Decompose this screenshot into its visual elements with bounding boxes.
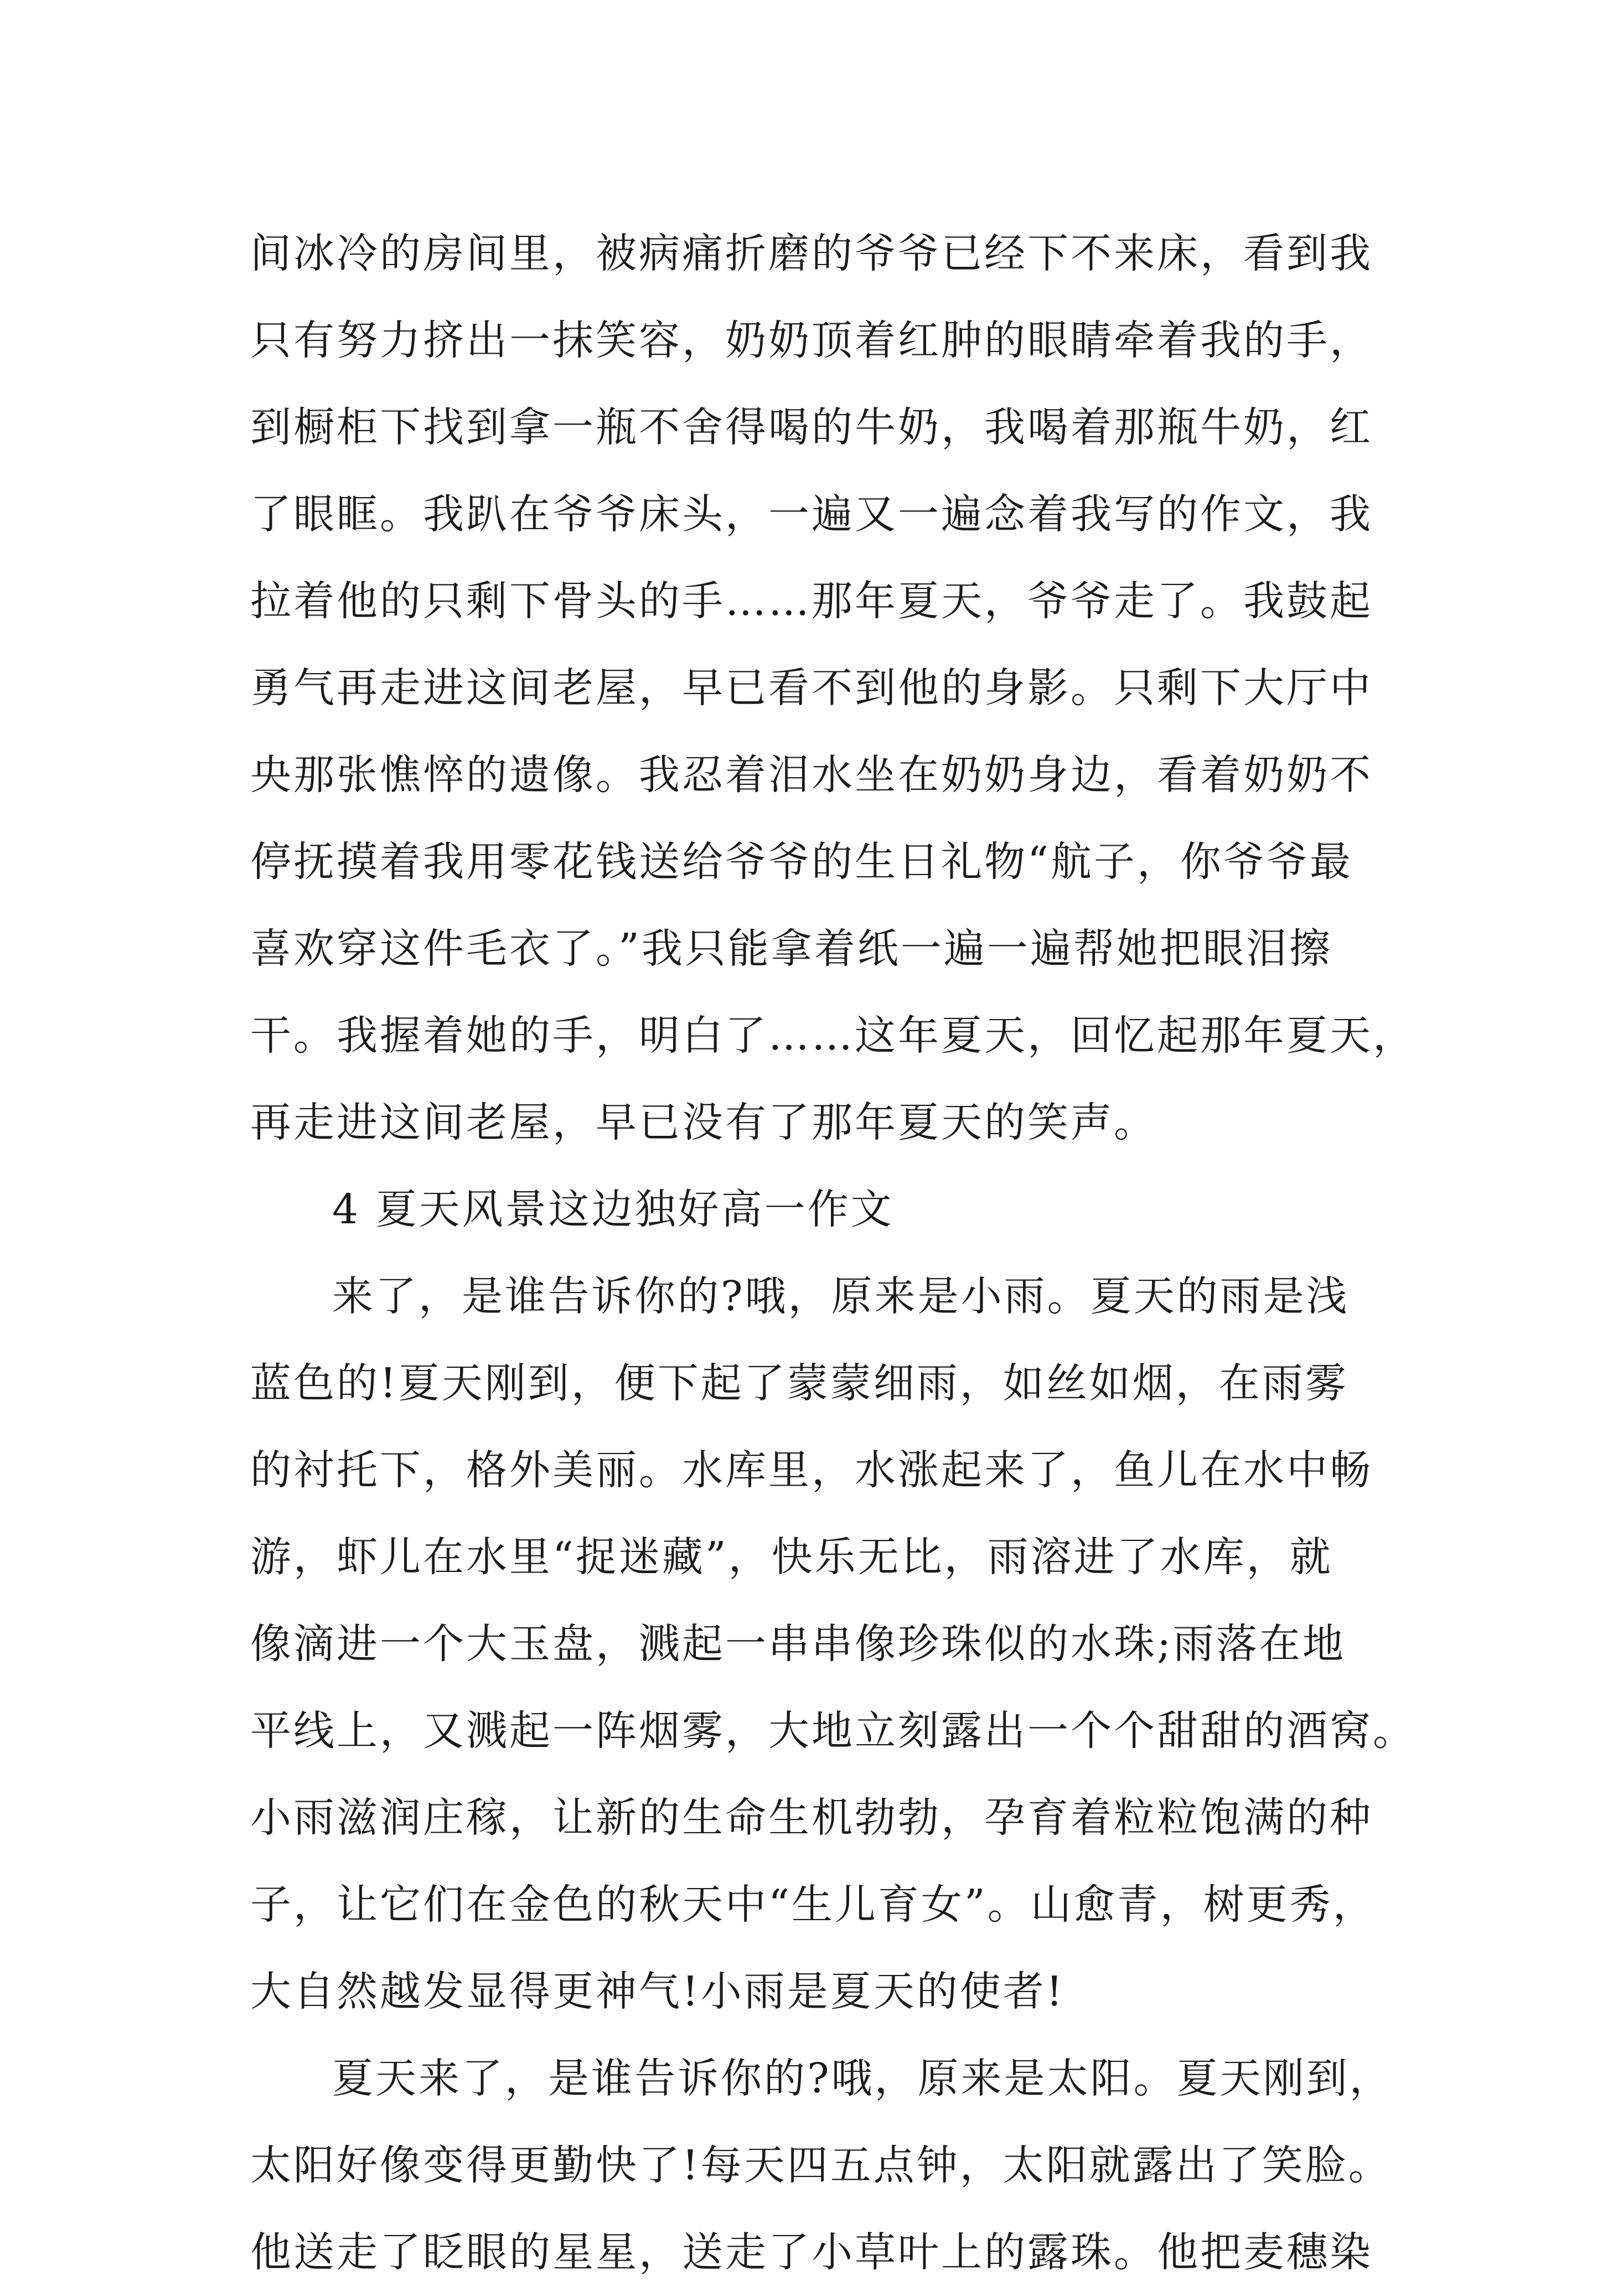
text-line: 央那张憔悴的遗像。我忍着泪水坐在奶奶身边，看着奶奶不 bbox=[250, 751, 1373, 799]
text-line: 只有努力挤出一抹笑容，奶奶顶着红肿的眼睛牵着我的手， bbox=[250, 317, 1373, 364]
text-line: 再走进这间老屋，早已没有了那年夏天的笑声。 bbox=[250, 1099, 1157, 1146]
text-line: 蓝色的!夏天刚到，便下起了蒙蒙细雨，如丝如烟，在雨雾 bbox=[250, 1359, 1348, 1407]
text-line: 了眼眶。我趴在爷爷床头，一遍又一遍念着我写的作文，我 bbox=[250, 490, 1373, 538]
text-line: 拉着他的只剩下骨头的手……那年夏天，爷爷走了。我鼓起 bbox=[250, 577, 1373, 625]
text-line: 太阳好像变得更勤快了!每天四五点钟，太阳就露出了笑脸。 bbox=[250, 2142, 1392, 2189]
text-line: 游，虾儿在水里“捉迷藏”，快乐无比，雨溶进了水库，就 bbox=[250, 1533, 1333, 1581]
paragraph-3 bbox=[250, 2035, 1393, 2296]
text-line: 喜欢穿这件毛衣了。”我只能拿着纸一遍一遍帮她把眼泪擦 bbox=[250, 925, 1332, 973]
text-line: 子，让它们在金色的秋天中“生儿育女”。山愈青，树更秀， bbox=[250, 1881, 1376, 1928]
text-line: 到橱柜下找到拿一瓶不舍得喝的牛奶，我喝着那瓶牛奶，红 bbox=[250, 404, 1373, 451]
text-line: 来了，是谁告诉你的?哦，原来是小雨。夏天的雨是浅 bbox=[332, 1273, 1350, 1320]
text-line: 小雨滋润庄稼，让新的生命生机勃勃，孕育着粒粒饱满的种 bbox=[250, 1794, 1373, 1842]
text-line: 干。我握着她的手，明白了……这年夏天，回忆起那年夏天， bbox=[250, 1012, 1416, 1059]
section-heading: 4 夏天风景这边独好高一作文 bbox=[332, 1186, 894, 1233]
paragraph-2 bbox=[250, 1253, 1416, 2035]
text-line: 平线上，又溅起一阵烟雾，大地立刻露出一个个甜甜的酒窝。 bbox=[250, 1707, 1416, 1755]
text-line: 勇气再走进这间老屋，早已看不到他的身影。只剩下大厅中 bbox=[250, 664, 1373, 712]
essay-text bbox=[250, 210, 1416, 2296]
text-line: 夏天来了，是谁告诉你的?哦，原来是太阳。夏天刚到， bbox=[332, 2055, 1393, 2102]
paragraph-1 bbox=[250, 210, 1416, 1166]
text-line: 停抚摸着我用零花钱送给爷爷的生日礼物“航子，你爷爷最 bbox=[250, 838, 1353, 886]
text-line: 间冰冷的房间里，被病痛折磨的爷爷已经下不来床，看到我 bbox=[250, 230, 1373, 277]
text-line: 他送走了眨眼的星星，送走了小草叶上的露珠。他把麦穗染 bbox=[250, 2228, 1373, 2276]
text-line: 大自然越发显得更神气!小雨是夏天的使者! bbox=[250, 1968, 1065, 2015]
text-line: 像滴进一个大玉盘，溅起一串串像珍珠似的水珠;雨落在地 bbox=[250, 1620, 1346, 1668]
text-line: 的衬托下，格外美丽。水库里，水涨起来了，鱼儿在水中畅 bbox=[250, 1446, 1373, 1494]
